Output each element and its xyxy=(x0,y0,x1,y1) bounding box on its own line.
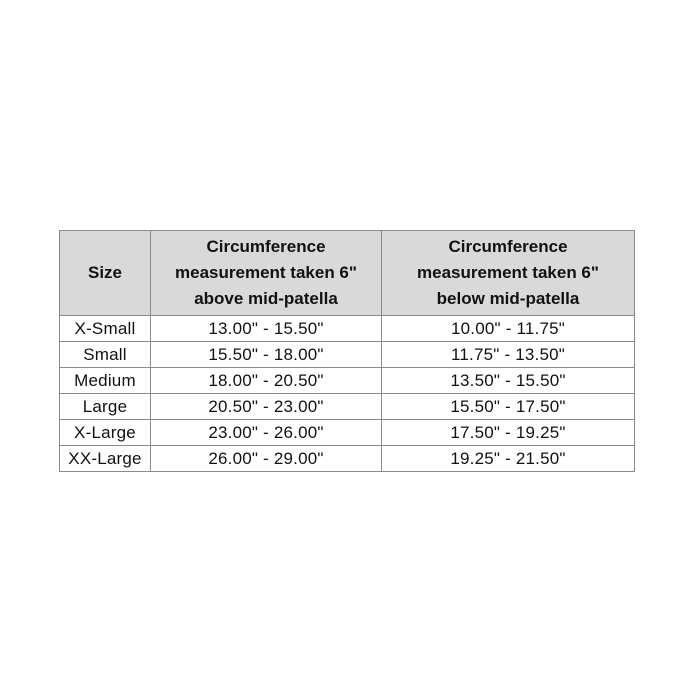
below-range-cell: 10.00" - 11.75" xyxy=(382,316,635,342)
header-below-line3: below mid-patella xyxy=(436,289,580,308)
header-size-label: Size xyxy=(87,263,123,282)
table-row-x-small xyxy=(60,316,635,342)
header-size xyxy=(60,231,151,316)
above-range-cell: 18.00" - 20.50" xyxy=(151,368,382,394)
table-header xyxy=(60,231,635,316)
table-row-large xyxy=(60,394,635,420)
size-cell: Small xyxy=(60,342,151,368)
table-row-small xyxy=(60,342,635,368)
size-cell: Medium xyxy=(60,368,151,394)
header-row xyxy=(60,231,635,316)
size-cell: X-Large xyxy=(60,420,151,446)
header-above-mid-patella xyxy=(151,231,382,316)
above-range-cell: 26.00" - 29.00" xyxy=(151,446,382,472)
size-chart-table xyxy=(59,230,635,472)
size-cell: X-Small xyxy=(60,316,151,342)
below-range-cell: 17.50" - 19.25" xyxy=(382,420,635,446)
table-row-xx-large xyxy=(60,446,635,472)
header-above-line3: above mid-patella xyxy=(194,289,338,308)
header-below-line2: measurement taken 6" xyxy=(417,263,599,282)
header-above-line2: measurement taken 6" xyxy=(175,263,357,282)
table-row-x-large xyxy=(60,420,635,446)
table-body xyxy=(60,316,635,472)
above-range-cell: 20.50" - 23.00" xyxy=(151,394,382,420)
size-cell: Large xyxy=(60,394,151,420)
below-range-cell: 15.50" - 17.50" xyxy=(382,394,635,420)
below-range-cell: 11.75" - 13.50" xyxy=(382,342,635,368)
below-range-cell: 13.50" - 15.50" xyxy=(382,368,635,394)
header-below-mid-patella xyxy=(382,231,635,316)
table-row-medium xyxy=(60,368,635,394)
above-range-cell: 13.00" - 15.50" xyxy=(151,316,382,342)
above-range-cell: 23.00" - 26.00" xyxy=(151,420,382,446)
header-below-line1: Circumference xyxy=(448,237,568,256)
above-range-cell: 15.50" - 18.00" xyxy=(151,342,382,368)
header-above-line1: Circumference xyxy=(206,237,326,256)
size-cell: XX-Large xyxy=(60,446,151,472)
below-range-cell: 19.25" - 21.50" xyxy=(382,446,635,472)
